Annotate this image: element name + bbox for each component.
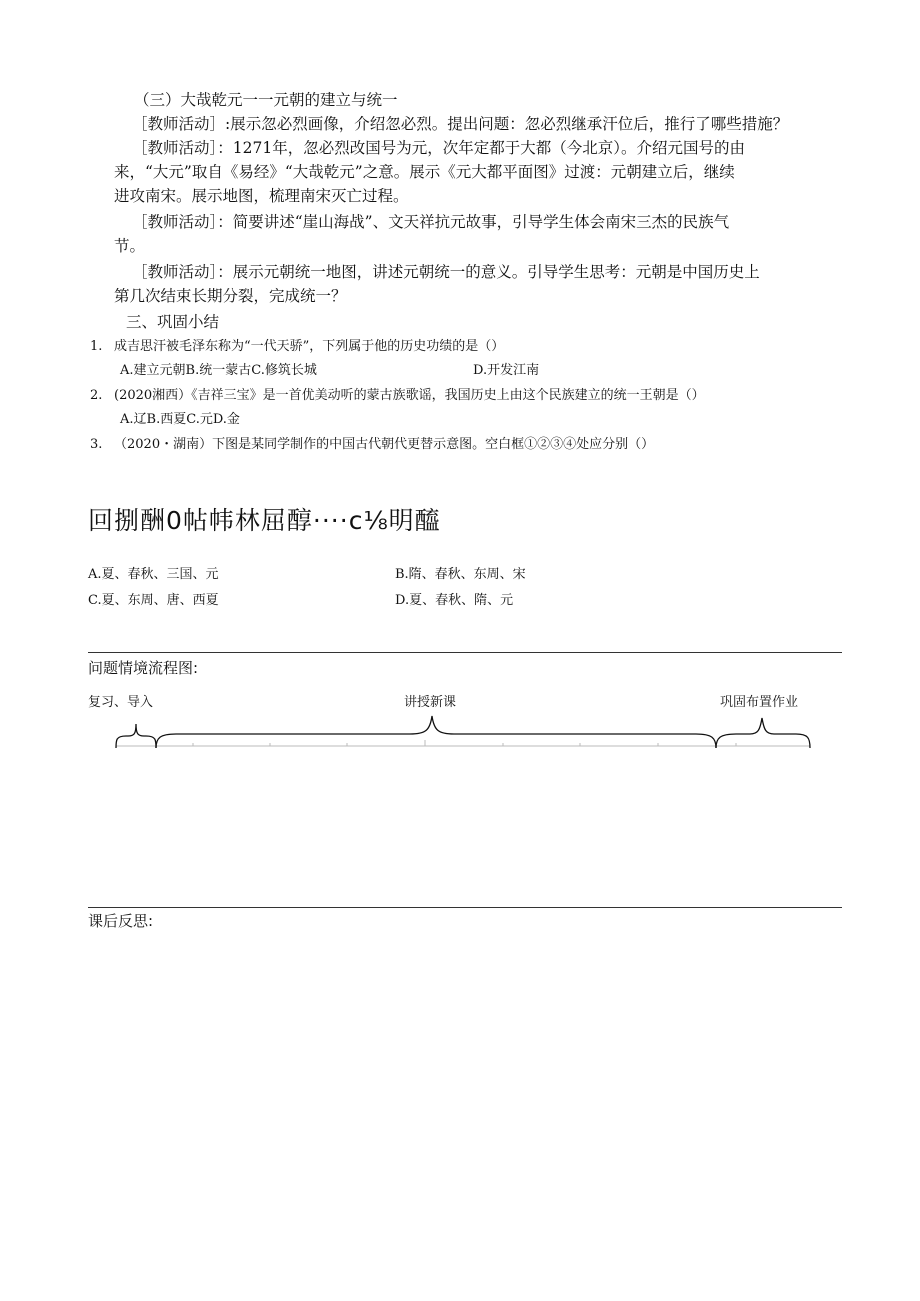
- activity-3-line-1: ［教师活动］：简要讲述“崖山海战”、文天祥抗元故事，引导学生体会南宋三杰的民族气: [132, 213, 730, 231]
- question-3-text: （2020・湖南）下图是某同学制作的中国古代朝代更替示意图。空白框①②③④处应分别（）: [114, 437, 655, 452]
- activity-4-line-1: ［教师活动］：展示元朝统一地图，讲述元朝统一的意义。引导学生思考：元朝是中国历史上: [132, 263, 760, 281]
- flow-stage-consolidate: 巩固布置作业: [720, 695, 799, 710]
- q3-option-d: D.夏、春秋、隋、元: [395, 593, 514, 608]
- flow-stage-review: 复习、导入: [88, 695, 154, 710]
- question-1-options-a: A.建立元朝B.统一蒙古C.修筑长城: [120, 363, 317, 378]
- q3-option-c: C.夏、东周、唐、西夏: [88, 593, 219, 608]
- question-2-number: 2.: [90, 388, 103, 403]
- question-1-number: 1.: [90, 339, 103, 354]
- question-1-text: 成吉思汗被毛泽东称为“一代天骄”，下列属于他的历史功绩的是（）: [114, 339, 505, 354]
- brace-new-lesson: [156, 716, 716, 748]
- timeline-ticks: [193, 740, 736, 746]
- garbled-figure-text: 回捌酬0帖帏林屈醇····c⅛明醯: [88, 506, 441, 535]
- flow-stage-new-lesson: 讲授新课: [404, 695, 457, 710]
- activity-4-line-2: 第几次结束长期分裂，完成统一？: [114, 287, 347, 305]
- consolidation-heading: 三、巩固小结: [126, 313, 220, 331]
- brace-consolidate: [716, 718, 810, 748]
- q3-option-a: A.夏、春秋、三国、元: [88, 567, 219, 582]
- activity-3-line-2: 节。: [114, 237, 146, 255]
- question-3-number: 3.: [90, 437, 103, 452]
- divider-top: [88, 652, 842, 653]
- flowchart-timeline: [110, 710, 820, 755]
- brace-review: [116, 724, 156, 748]
- activity-2-line-1: ［教师活动］：1271年，忽必烈改国号为元，次年定都于大都（今北京）。介绍元国号的由: [132, 139, 745, 157]
- reflection-title: 课后反思:: [88, 912, 154, 930]
- flowchart-title: 问题情境流程图:: [88, 659, 199, 677]
- q3-option-b: B.隋、春秋、东周、宋: [395, 567, 526, 582]
- activity-2-line-3: 进攻南宋。展示地图，梳理南宋灭亡过程。: [114, 187, 409, 205]
- question-2-options: A.辽B.西夏C.元D.金: [120, 412, 240, 427]
- activity-2-line-2: 来，“大元”取自《易经》“大哉乾元”之意。展示《元大都平面图》过渡：元朝建立后，继续: [114, 163, 735, 181]
- activity-1-line-1: ［教师活动］:展示忽必烈画像，介绍忽必烈。提出问题：忽必烈继承汗位后，推行了哪些措施？: [132, 115, 789, 133]
- question-1-options-b: D.开发江南: [473, 363, 540, 378]
- question-2-text: (2020湘西）《吉祥三宝》是一首优美动听的蒙古族歌谣，我国历史上由这个民族建立的统一王朝是（）: [114, 388, 705, 403]
- divider-reflection: [88, 907, 842, 908]
- section-heading: （三）大哉乾元一一元朝的建立与统一: [134, 91, 398, 109]
